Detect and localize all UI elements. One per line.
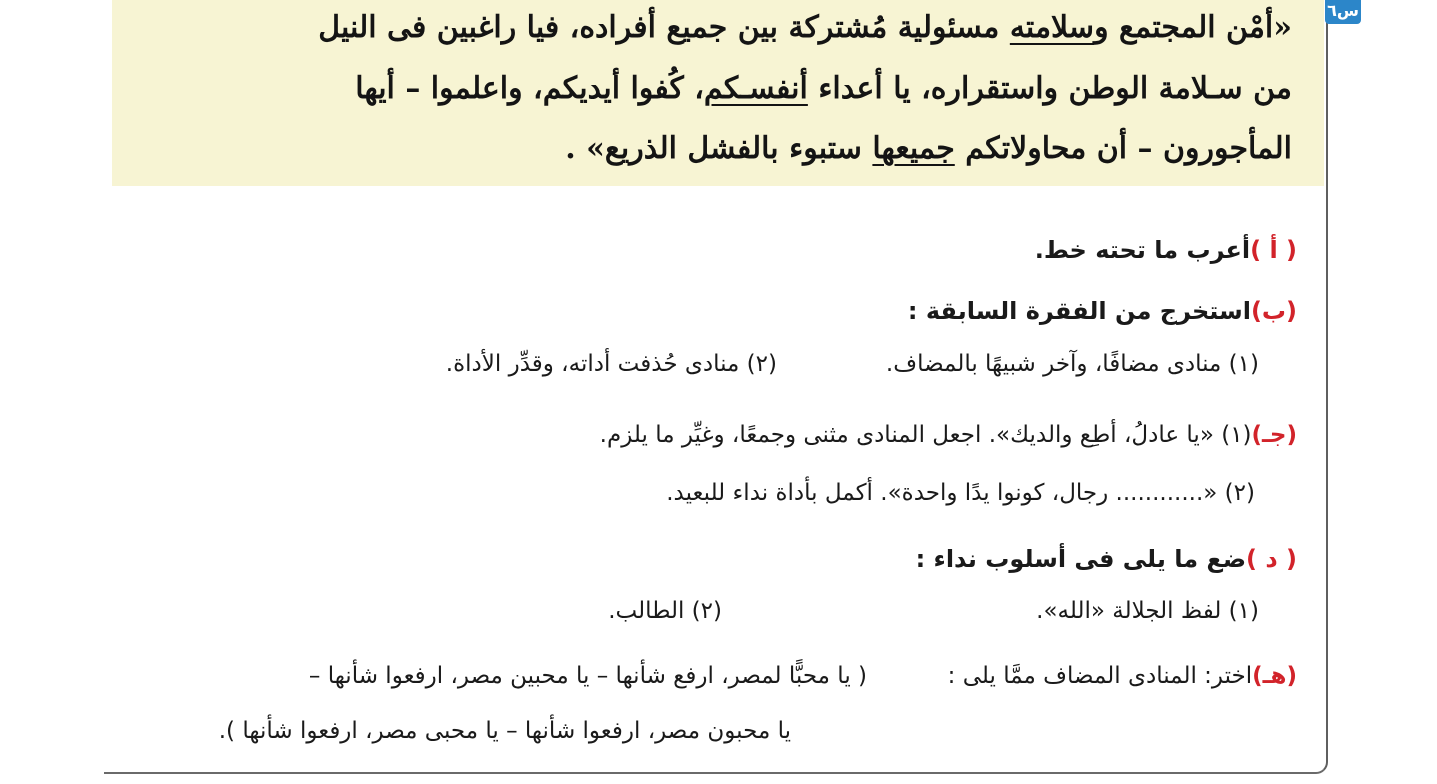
passage-text: «أمْن المجتمع و <box>1094 10 1292 45</box>
passage-line-3 <box>565 131 1292 166</box>
underlined-word: جميعها <box>872 131 955 166</box>
passage-text: ستبوء بالفشل الذريع» . <box>565 131 873 166</box>
passage-text: المأجورون – أن محاولاتكم <box>954 131 1292 166</box>
passage-text: من سـلامة الوطن واستقراره، يا أعداء <box>807 71 1292 106</box>
question-a <box>1035 236 1297 264</box>
passage-text: ، كُفوا أيديكم، واعلموا – أيها <box>355 71 704 106</box>
passage-text: مسئولية مُشتركة بين جميع أفراده، فيا راغبين فى النيل <box>318 10 1010 45</box>
question-d-item-2: (٢) الطالب. <box>608 598 722 624</box>
question-e <box>948 663 1297 689</box>
question-d <box>916 545 1297 573</box>
question-e-options-2: يا محبون مصر، ارفعوا شأنها – يا محبى مصر، ارفعوا شأنها ). <box>218 718 791 744</box>
passage-line-2 <box>355 71 1292 106</box>
question-b <box>908 297 1297 325</box>
question-label: (ب) <box>1250 297 1297 325</box>
passage-line-1 <box>318 10 1292 45</box>
question-c <box>600 422 1297 448</box>
question-c-item-2: (٢) «............ رجال، كونوا يدًا واحدة». أكمل بأداة نداء للبعيد. <box>666 480 1255 506</box>
question-label: ( أ ) <box>1250 236 1297 264</box>
question-text: استخرج من الفقرة السابقة : <box>907 297 1251 325</box>
question-text: أعرب ما تحته خط. <box>1034 236 1251 264</box>
question-number-badge: س٦ <box>1325 0 1361 24</box>
underlined-word: أنفسـكم <box>703 71 808 106</box>
underlined-word: سلامته <box>1009 10 1095 45</box>
question-text: (١) «يا عادلُ، أطِع والديك». اجعل المنادى مثنى وجمعًا، وغيِّر ما يلزم. <box>599 422 1252 448</box>
question-frame <box>104 0 1328 774</box>
question-b-item-2: (٢) منادى حُذفت أداته، وقدِّر الأداة. <box>445 351 777 377</box>
question-label: (جـ) <box>1251 422 1297 448</box>
question-label: ( د ) <box>1246 545 1297 573</box>
question-text: اختر: المنادى المضاف ممَّا يلى : <box>947 663 1253 689</box>
question-e-options-1: ( يا محبًّا لمصر، ارفع شأنها – يا محبين مصر، ارفعوا شأنها – <box>308 663 867 689</box>
frame-bottom-line <box>104 772 128 774</box>
question-d-item-1: (١) لفظ الجلالة «الله». <box>1036 598 1259 624</box>
question-label: (هـ) <box>1252 663 1297 689</box>
question-text: ضع ما يلى فى أسلوب نداء : <box>915 545 1247 573</box>
question-b-item-1: (١) منادى مضافًا، وآخر شبيهًا بالمضاف. <box>885 351 1259 377</box>
